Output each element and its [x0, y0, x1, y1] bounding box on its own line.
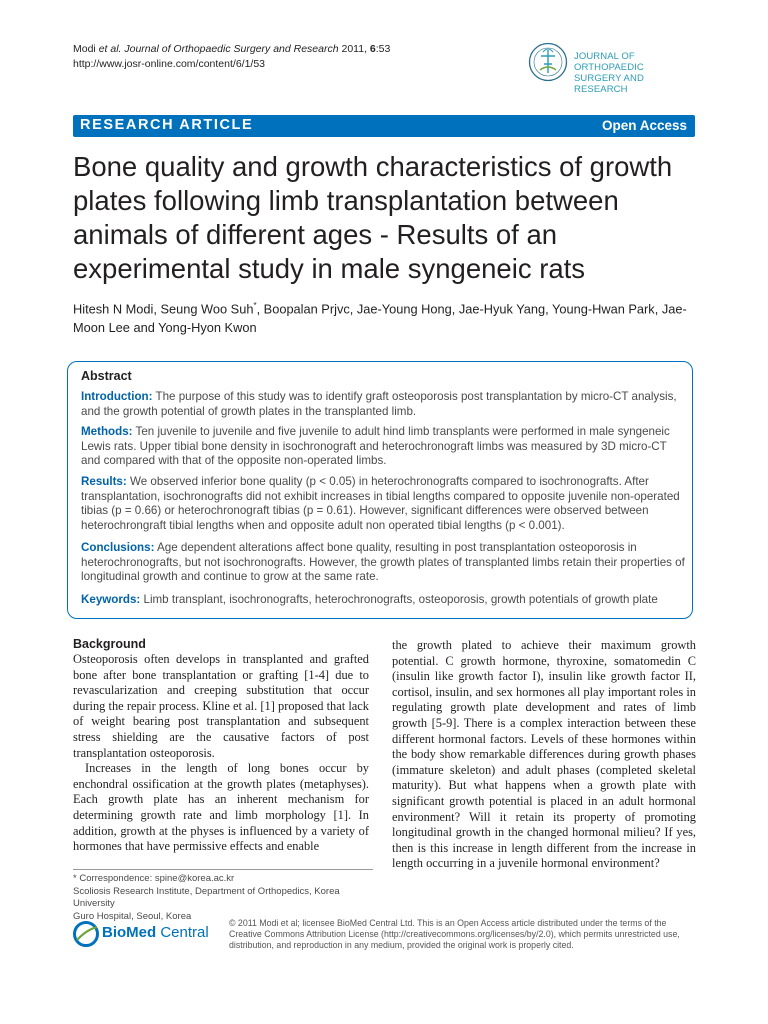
biomed-central-logo [73, 918, 223, 950]
journal-seal-icon [528, 42, 568, 82]
body-column-left [73, 636, 369, 855]
abstract-box [67, 361, 693, 619]
journal-logo [528, 42, 698, 95]
abstract-results: Results: We observed inferior bone quality (p < 0.05) in heterochronografts compared to isochronografts. After transplantation, isochronografts did not exhibit increases in tibial lengths compared to opposite juvenile non-operated tibias (p = 0.66) or heterochronograft tibias (p = 0.61). However, significant differences were observed between heterochrongraft tibial lengths when and opposite adult non operated tibial lengths (p < 0.001). [81, 475, 680, 532]
abstract-heading: Abstract [81, 369, 132, 383]
abstract-methods: Methods: Ten juvenile to juvenile and five juvenile to adult hind limb transplants were performed in male syngeneic Lewis rats. Upper tibial bone density in isochronograft and heterochronograft limbs was measured by 3D micro-CT and compared with that of the opposite non-operated limbs. [81, 425, 670, 468]
abstract-conclusions: Conclusions: Age dependent alterations affect bone quality, resulting in post transplantation osteoporosis in heterochronografts, but not isochronografts. However, the growth plates of transplanted limbs retain their properties of longitudinal growth and continue to grow at the same rate. [81, 541, 685, 584]
footnote-divider [73, 869, 373, 870]
correspondence-footnote: * Correspondence: spine@korea.ac.kr Scoliosis Research Institute, Department of Orthopedics, Korea University Guro Hospital, Seoul, Korea [73, 873, 340, 922]
corresponding-mark: * [253, 301, 257, 310]
citation-line: Modi et al. Journal of Orthopaedic Surgery and Research 2011, 6:53 [73, 43, 391, 55]
biomed-central-name: BioMed Central [102, 924, 209, 941]
body-column-right [392, 638, 696, 872]
body-paragraph: Osteoporosis often develops in transplanted and grafted bone after bone transplantation or grafting [1-4] due to revascularization and creeping substitution that occur during the repair process. Kline et al. [1] proposed that lack of weight bearing post transplantation and subsequent stress shielding are the causative factors of post transplantation osteoporosis. [73, 652, 369, 760]
citation-header [73, 42, 390, 72]
open-access-label: Open Access [601, 118, 687, 133]
journal-name: JOURNAL OF ORTHOPAEDIC SURGERY AND RESEARCH [574, 51, 644, 95]
license-text: © 2011 Modi et al; licensee BioMed Central Ltd. This is an Open Access article distributed under the terms of the Creative Commons Attribution License (http://creativecommons.org/licenses/by/2.0), which permits unrestricted use, distribution, and reproduction in any medium, provided the original work is properly cited. [229, 918, 680, 951]
body-paragraph: the growth plated to achieve their maximum growth potential. C growth hormone, thyroxine, somatomedin C (insulin like growth factor I), insulin like growth factor II, cortisol, insulin, and sex hormones all play important roles in regulating growth plate development and rates of limb growth [5-9]. There is a complex interaction between these different hormonal factors. Levels of these hormones within the body show remarkable differences during growth phases (immature skeleton) and adult phases (completed skeletal maturity). But what happens when a growth plate with significant growth potential is placed in an adult hormonal environment? Will it retain its property of promoting longitudinal growth in the changed hormonal milieu? If yes, then is this increase in length different from the increase in length occurring in a juvenile hormonal environment? [392, 638, 696, 871]
article-title: Bone quality and growth characteristics of growth plates following limb transplantation between animals of different ages - Results of an experimental study in male syngeneic rats [73, 151, 673, 284]
author-list: Hitesh N Modi, Seung Woo Suh*, Boopalan Prjvc, Jae-Young Hong, Jae-Hyuk Yang, Young-Hwan Park, Jae-Moon Lee and Yong-Hyon Kwon [73, 301, 687, 336]
article-type-banner [73, 115, 695, 137]
abstract-keywords: Keywords: Limb transplant, isochronografts, heterochronografts, osteoporosis, growth potentials of growth plate [81, 593, 658, 606]
biomed-central-icon [73, 921, 99, 947]
article-url[interactable]: http://www.josr-online.com/content/6/1/53 [73, 58, 266, 70]
body-paragraph: Increases in the length of long bones occur by enchondral ossification at the growth plates (metaphyses). Each growth plate has an inherent mechanism for determining growth rate and limb morphology [1]. In addition, growth at the physes is influenced by a variety of hormones that have permissive effects and enable [73, 761, 369, 854]
section-heading-background: Background [73, 637, 146, 651]
abstract-introduction: Introduction: The purpose of this study was to identify graft osteoporosis post transplantation by micro-CT analysis, and the growth potential of growth plates in the transplanted limb. [81, 390, 677, 418]
article-type-label: RESEARCH ARTICLE [80, 117, 254, 133]
